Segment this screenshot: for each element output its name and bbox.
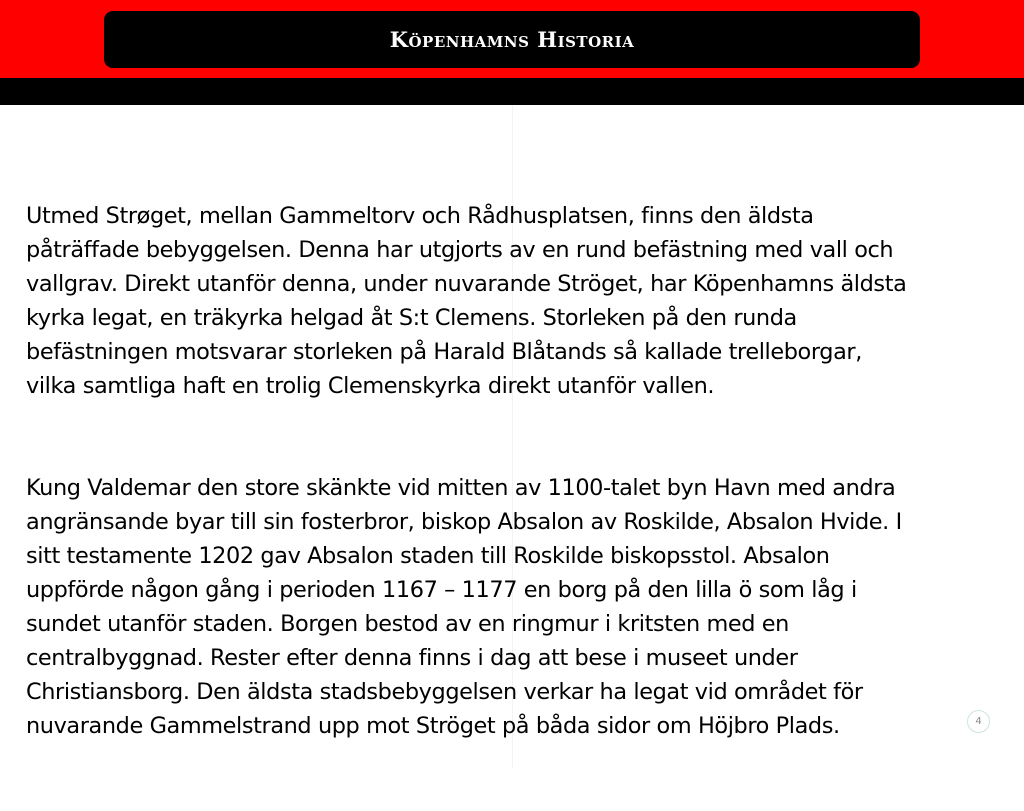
- page-number-badge: 4: [967, 710, 990, 733]
- title-bar: [104, 11, 920, 68]
- paragraph-2: Kung Valdemar den store skänkte vid mitten av 1100-talet byn Havn med andra angränsande byar till sin fosterbror, biskop Absalon av Roskilde, Absalon Hvide. I sitt testamente 1202 gav Absalon staden till Roskilde biskopsstol. Absalon uppförde någon gång i perioden 1167 – 1177 en borg på den lilla ö som låg i sundet utanför staden. Borgen bestod av en ringmur i kritsten med en centralbyggnad. Rester efter denna finns i dag att bese i museet under Christiansborg. Den äldsta stadsbebyggelsen verkar ha legat vid området för nuvarande Gammelstrand upp mot Ströget på båda sidor om Höjbro Plads.: [26, 475, 902, 739]
- slide-body: [26, 165, 1016, 811]
- header-stripe: [0, 78, 1024, 105]
- page-title: Köpenhamns Historia: [389, 27, 635, 52]
- paragraph-1: Utmed Strøget, mellan Gammeltorv och Rådhusplatsen, finns den äldsta påträffade bebyggelsen. Denna har utgjorts av en rund befästning med vall och vallgrav. Direkt utanför denna, under nuvarande Ströget, har Köpenhamns äldsta kyrka legat, en träkyrka helgad åt S:t Clemens. Storleken på den runda befästningen motsvarar storleken på Harald Blåtands så kallade trelleborgar, vilka samtliga haft en trolig Clemenskyrka direkt utanför vallen.: [26, 203, 907, 399]
